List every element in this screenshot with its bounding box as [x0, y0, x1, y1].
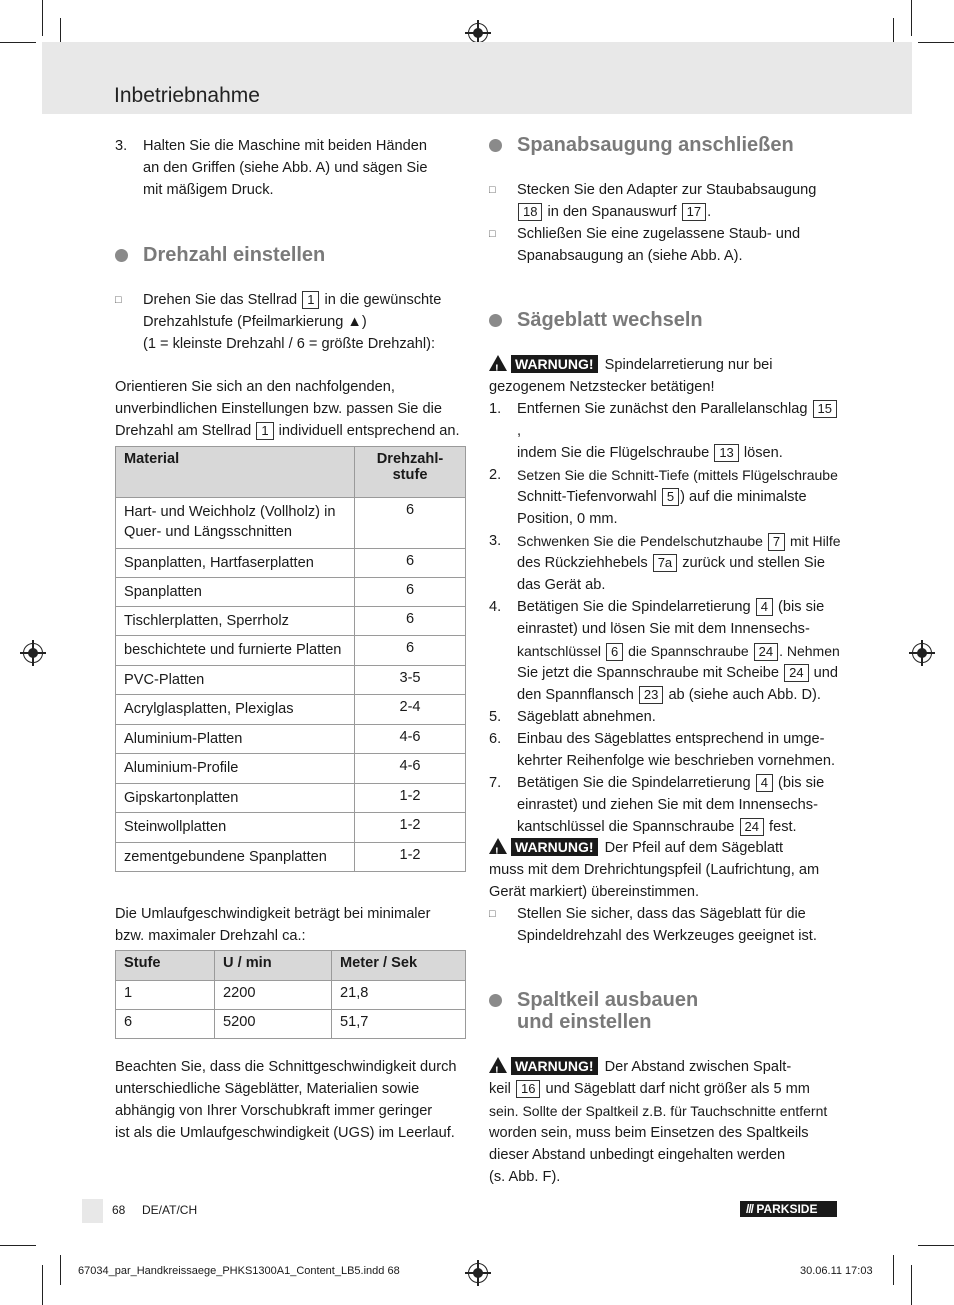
step-3: 3. Halten Sie die Maschine mit beiden Händen an den Griffen (siehe Abb. A) und sägen Sie mit mäßigem Druck.: [115, 135, 475, 201]
text-line: Halten Sie die Maschine mit beiden Händen: [143, 138, 427, 154]
stufe-cell: 1-2: [355, 843, 466, 872]
region-label: DE/AT/CH: [142, 1203, 198, 1217]
brand-logo: /// PARKSIDE: [740, 1201, 837, 1217]
table-header: Meter / Sek: [332, 951, 466, 981]
part-ref: 4: [756, 774, 773, 792]
part-ref: 6: [606, 643, 623, 661]
table-row: [116, 636, 466, 666]
part-ref: 15: [813, 400, 837, 418]
table-header: U / min: [215, 951, 332, 981]
checkbox-icon: □: [489, 908, 496, 920]
crop-mark: [60, 1255, 61, 1285]
part-ref: 24: [754, 643, 778, 661]
warning-icon: !: [489, 355, 507, 371]
table-row: [116, 695, 466, 725]
checkbox-icon: □: [489, 184, 496, 196]
stufe-cell: 1-2: [355, 813, 466, 843]
crop-mark: [42, 1265, 43, 1305]
stufe-cell: 2-4: [355, 695, 466, 725]
crop-mark: [0, 1245, 36, 1246]
part-ref: 1: [302, 291, 319, 309]
print-date: 30.06.11 17:03: [800, 1265, 873, 1277]
part-ref: 5: [662, 488, 679, 506]
table-row: [116, 725, 466, 754]
stufe-cell: 1-2: [355, 784, 466, 813]
crop-mark: [893, 1255, 894, 1285]
warning-badge: WARNUNG!: [511, 838, 598, 856]
material-cell: Steinwollplatten: [116, 813, 355, 843]
material-cell: Aluminium-Profile: [116, 754, 355, 784]
material-cell: Hart- und Weichholz (Vollholz) in Quer- und Längsschnitten: [116, 498, 355, 549]
checkbox-icon: □: [115, 294, 122, 306]
part-ref: 1: [256, 422, 273, 440]
bullet-icon: [489, 994, 502, 1007]
crop-mark: [911, 0, 912, 36]
material-cell: PVC-Platten: [116, 666, 355, 695]
stufe-cell: 6: [355, 636, 466, 666]
part-ref: 16: [516, 1080, 540, 1098]
registration-mark-icon: [468, 23, 488, 43]
span-instructions: □ □ Stecken Sie den Adapter zur Staubabsaugung 18 in den Spanauswurf 17 . Schließen Sie eine zugelassene Staub- und Spanabsaugung an (siehe Abb. A).: [489, 179, 849, 267]
warning-badge: WARNUNG!: [511, 1057, 598, 1075]
table-row: [116, 843, 466, 872]
material-cell: Tischlerplatten, Sperrholz: [116, 607, 355, 636]
orient-paragraph: Orientieren Sie sich an den nachfolgenden, unverbindlichen Einstellungen bzw. passen Sie die Drehzahl am Stellrad 1 individuell entsprechend an.: [115, 379, 460, 439]
registration-mark-icon: [23, 643, 43, 663]
part-ref: 7: [768, 533, 785, 551]
bullet-icon: [115, 249, 128, 262]
table-row: [116, 754, 466, 784]
material-cell: beschichtete und furnierte Platten: [116, 636, 355, 666]
page-tab: [82, 1199, 103, 1223]
stufe-cell: 6: [355, 578, 466, 607]
table-row: [116, 607, 466, 636]
part-ref: 13: [714, 444, 738, 462]
table-row: [116, 666, 466, 695]
checkbox-icon: □: [489, 228, 496, 240]
part-ref: 4: [756, 598, 773, 616]
crop-mark: [918, 42, 954, 43]
text-line: an den Griffen (siehe Abb. A) und sägen Sie: [143, 160, 428, 176]
material-cell: Aluminium-Platten: [116, 725, 355, 754]
crop-mark: [918, 1245, 954, 1246]
stufe-cell: 6: [355, 607, 466, 636]
bullet-icon: [489, 139, 502, 152]
table-row: [116, 784, 466, 813]
section-heading-spaltkeil: Spaltkeil ausbauen und einstellen: [489, 989, 698, 1033]
part-ref: 24: [784, 664, 808, 682]
registration-mark-icon: [468, 1263, 488, 1283]
material-cell: Spanplatten: [116, 578, 355, 607]
text-line: mit mäßigem Druck.: [143, 182, 274, 198]
table-row: [116, 813, 466, 843]
material-cell: Spanplatten, Hartfaserplatten: [116, 549, 355, 578]
warning-badge: WARNUNG!: [511, 355, 598, 373]
table-row: [116, 578, 466, 607]
warning-icon: !: [489, 1057, 507, 1073]
section-heading-saegeblatt: Sägeblatt wechseln: [489, 309, 703, 331]
table-header: Stufe: [116, 951, 215, 981]
stufe-cell: 4-6: [355, 725, 466, 754]
material-cell: Acrylglasplatten, Plexiglas: [116, 695, 355, 725]
stufe-cell: 4-6: [355, 754, 466, 784]
crop-mark: [0, 42, 36, 43]
file-info: 67034_par_Handkreissaege_PHKS1300A1_Content_LB5.indd 68: [78, 1265, 400, 1277]
warning-icon: !: [489, 838, 507, 854]
table-row: [116, 549, 466, 578]
part-ref: 23: [639, 686, 663, 704]
table-header: Drehzahl- stufe: [355, 447, 466, 498]
page-number: 68: [112, 1203, 126, 1217]
part-ref: 18: [518, 203, 542, 221]
stufe-cell: 3-5: [355, 666, 466, 695]
registration-mark-icon: [912, 643, 932, 663]
part-ref: 24: [740, 818, 764, 836]
material-cell: zementgebundene Spanplatten: [116, 843, 355, 872]
crop-mark: [42, 0, 43, 36]
part-ref: 7a: [653, 554, 677, 572]
material-cell: Gipskartonplatten: [116, 784, 355, 813]
stufe-cell: 6: [355, 549, 466, 578]
beachten-paragraph: Beachten Sie, dass die Schnittgeschwindigkeit durch unterschiedliche Sägeblätter, Materialien sowie abhängig von Ihrer Vorschubkraft immer geringer ist als die Umlaufgeschwindigkeit (UGS) im Leerlauf.: [115, 1059, 457, 1141]
crop-mark: [911, 1265, 912, 1305]
part-ref: 17: [682, 203, 706, 221]
velocity-table: [115, 950, 466, 1039]
saegeblatt-steps: ! WARNUNG! Spindelarretierung nur bei gezogenem Netzstecker betätigen! 1. Entfernen Sie zunächst den Parallelanschlag 15, indem Sie die Flügelschraube 13 lösen. 2. Setzen Sie die Schnitt-Tiefe (mittels Flügelschraube Schnitt-Tiefenvorwahl 5 ) auf die minimalste Position, 0 mm. 3. Schwenken Sie die Pendelschutzhaube 7 mit Hilfe des Rückziehhebels 7a zurück und stellen Sie das Gerät ab. 4. Betätigen Sie die Spindelarretierung 4 (bis sie einrastet) und lösen Sie mit dem Innensechs- kantschlüssel 6 die Spannschraube 24 . Nehmen Sie jetzt die Spannschraube mit Scheibe 24 und den Spannflansch 23 ab (siehe auch Abb. D). 5. Sägeblatt abnehmen. 6. Einbau des Sägeblattes entsprechend in umge- kehrter Reihenfolge wie beschrieben vornehmen. 7. Betätigen Sie die Spindelarretierung 4 (bis sie einrastet) und ziehen Sie mit dem Innensechs- kantschlüssel die Spannschraube 24 fest.: [489, 356, 841, 835]
table-row: 1 2200 21,8: [116, 981, 466, 1010]
page-title: Inbetriebnahme: [114, 84, 260, 107]
table-row: [116, 498, 466, 549]
table-row: 6 5200 51,7: [116, 1010, 466, 1039]
section-heading-spanabsaugung: Spanabsaugung anschließen: [489, 134, 794, 156]
bullet-icon: [489, 314, 502, 327]
speed-table: [115, 446, 466, 872]
stufe-cell: 6: [355, 498, 466, 549]
drehzahl-instruction: □ Drehen Sie das Stellrad 1 in die gewünschte Drehzahlstufe (Pfeilmarkierung ▲) (1 = kleinste Drehzahl / 6 = größte Drehzahl):: [115, 289, 475, 355]
warning-spaltkeil: ! WARNUNG! Der Abstand zwischen Spalt- keil 16 und Sägeblatt darf nicht größer als 5 mm sein. Sollte der Spaltkeil z.B. für Tauchschnitte entfernt worden sein, muss beim Einsetzen des Spaltkeils dieser Abstand unbedingt eingehalten werden (s. Abb. F).: [489, 1058, 828, 1185]
umlauf-paragraph: Die Umlaufgeschwindigkeit beträgt bei minimaler bzw. maximaler Drehzahl ca.:: [115, 906, 431, 944]
warning-pfeil: ! WARNUNG! Der Pfeil auf dem Sägeblatt muss mit dem Drehrichtungspfeil (Laufrichtung, am Gerät markiert) übereinstimmen. □ Stellen Sie sicher, dass das Sägeblatt für die Spindeldrehzahl des Werkzeuges geeignet ist.: [489, 839, 820, 944]
section-heading-drehzahl: Drehzahl einstellen: [115, 244, 325, 266]
table-header: Material: [116, 447, 355, 498]
